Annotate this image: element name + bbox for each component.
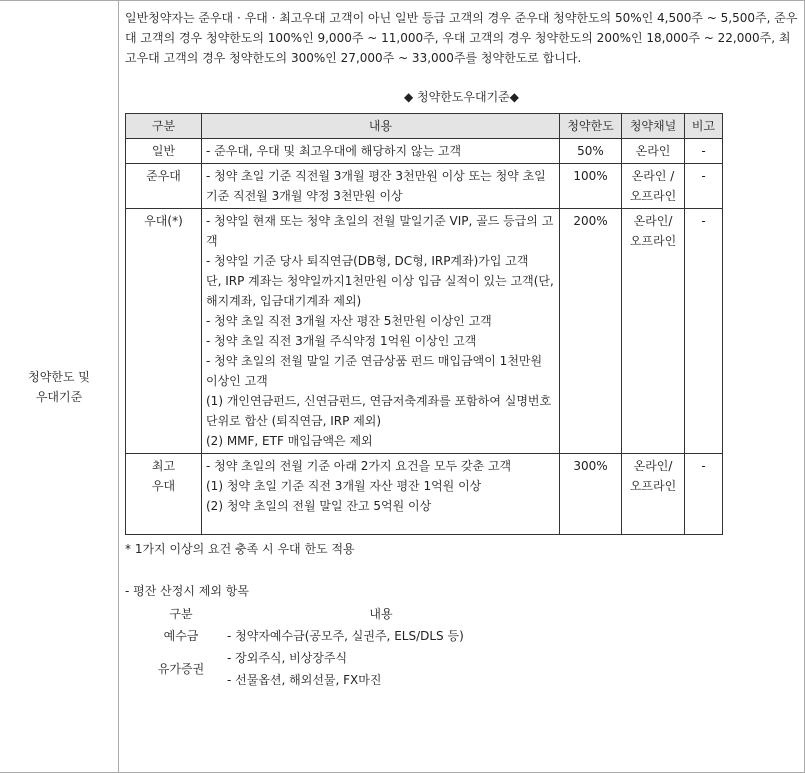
table-row: [141, 625, 501, 647]
section-content-cell: [119, 1, 805, 773]
header-grade: 구분: [126, 114, 202, 139]
limit-cell: 200%: [560, 209, 622, 454]
header-content: 내용: [202, 114, 560, 139]
table-row: [141, 647, 501, 691]
channel-cell: 온라인/ 오프라인: [622, 454, 685, 535]
channel-cell: 온라인: [622, 139, 685, 164]
content-cell: - 청약 초일 기준 직전월 3개월 평잔 3천만원 이상 또는 청약 초일 기준 직전월 3개월 약정 3천만원 이상: [202, 164, 560, 209]
limits-header-row: [126, 114, 723, 139]
remark-cell: -: [685, 454, 723, 535]
grade-cell: 준우대: [126, 164, 202, 209]
header-channel: 청약채널: [622, 114, 685, 139]
channel-cell: 온라인 / 오프라인: [622, 164, 685, 209]
limit-cell: 50%: [560, 139, 622, 164]
exclusion-category: 유가증권: [157, 662, 205, 676]
header-remark: 비고: [685, 114, 723, 139]
content-cell: - 청약일 현재 또는 청약 초일의 전월 말일기준 VIP, 골드 등급의 고객 - 청약일 기준 당사 퇴직연금(DB형, DC형, IRP계좌)가입 고객 단, IRP 계좌는 청약일까지1천만원 이상 입금 실적이 있는 고객(단, 해지계좌, 입금대기계좌 제외) - 청약 초일 직전 3개월 자산 평잔 5천만원 이상인 고객 - 청약 초일 직전 3개월 주식약정 1억원 이상인 고객 - 청약 초일의 전월 말일 기준 연금상품 펀드 매입금액이 1천만원 이상인 고객 (1) 개인연금펀드, 신연금펀드, 연금저축계좌를 포함하여 실명번호단위로 합산 (퇴직연금, IRP 제외) (2) MMF, ETF 매입금액은 제외: [202, 209, 560, 454]
grade-cell: 일반: [126, 139, 202, 164]
table-row: [126, 164, 723, 209]
limit-cell: 300%: [560, 454, 622, 535]
table-row: [126, 454, 723, 535]
exclusion-items: - 장외주식, 비상장주식 - 선물옵션, 해외선물, FX마진: [227, 651, 382, 687]
content-cell: - 청약 초일의 전월 기준 아래 2가지 요건을 모두 갖춘 고객 (1) 청약 초일 기준 직전 3개월 자산 평잔 1억원 이상 (2) 청약 초일의 전월 말일 잔고 5억원 이상: [202, 454, 560, 535]
limits-table-title: ◆ 청약한도우대기준◆: [403, 90, 519, 104]
content-cell: - 준우대, 우대 및 최고우대에 해당하지 않는 고객: [202, 139, 560, 164]
limits-table: [125, 113, 723, 535]
grade-cell: 최고 우대: [126, 454, 202, 535]
footnote: * 1가지 이상의 요건 충족 시 우대 한도 적용: [125, 542, 355, 556]
table-row: [126, 209, 723, 454]
exclusion-header-content: 내용: [369, 607, 393, 621]
exclusion-category: 예수금: [163, 629, 199, 643]
exclusion-items: - 청약자예수금(공모주, 실권주, ELS/DLS 등): [227, 629, 464, 643]
exclusion-title: - 평잔 산정시 제외 항목: [125, 584, 249, 598]
section-label: 청약한도 및 우대기준: [28, 369, 90, 404]
limit-cell: 100%: [560, 164, 622, 209]
remark-cell: -: [685, 164, 723, 209]
exclusion-header-category: 구분: [169, 607, 193, 621]
remark-cell: -: [685, 209, 723, 454]
exclusion-header-row: [141, 603, 501, 625]
grade-cell: 우대(*): [126, 209, 202, 454]
table-row: [126, 139, 723, 164]
exclusion-table: [141, 603, 501, 691]
intro-paragraph: 일반청약자는 준우대 · 우대 · 최고우대 고객이 아닌 일반 등급 고객의 경우 준우대 청약한도의 50%인 4,500주 ~ 5,500주, 준우대 고객의 경우 청약한도의 100%인 9,000주 ~ 11,000주, 우대 고객의 경우 청약한도의 200%인 18,000주 ~ 22,000주, 최고우대 고객의 경우 청약한도의 300%인 27,000주 ~ 33,000주를 청약한도로 합니다.: [125, 11, 798, 65]
remark-cell: -: [685, 139, 723, 164]
header-limit: 청약한도: [560, 114, 622, 139]
channel-cell: 온라인/ 오프라인: [622, 209, 685, 454]
section-label-cell: [0, 1, 119, 773]
